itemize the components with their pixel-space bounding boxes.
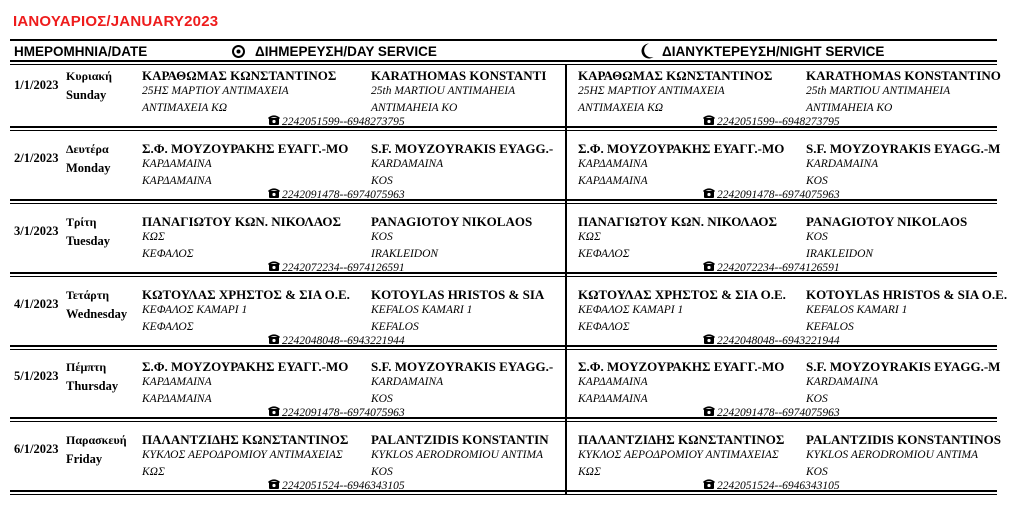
day-pharmacy-name-english: PALANTZIDIS KONSTANTIN [371, 432, 549, 447]
day-row [0, 211, 1021, 283]
night-pharmacy-name-greek: ΚΑΡΑΘΩΜΑΣ ΚΩΝΣΤΑΝΤΙΝΟΣ [578, 68, 773, 83]
night-phone-number: 2242051524--6946343105 [717, 480, 840, 492]
night-address-greek-1: 25ΗΣ ΜΑΡΤΙΟΥ ΑΝΤΙΜΑΧΕΙΑ [578, 85, 725, 97]
row-separator [10, 199, 997, 201]
phone-icon [703, 261, 715, 272]
night-pharmacy-name-greek: ΚΩΤΟΥΛΑΣ ΧΡΗΣΤΟΣ & ΣΙΑ Ο.Ε. [578, 287, 786, 302]
day-address-english-1: KEFALOS KAMARI 1 [371, 304, 473, 316]
day-service-header: ΔΙΗΜΕΡΕΥΣΗ/DAY SERVICE [255, 44, 437, 59]
day-address-english-1: KARDAMAINA [371, 158, 444, 170]
phone-icon [268, 188, 280, 199]
day-pharmacy-name-greek: ΠΑΛΑΝΤΖΙΔΗΣ ΚΩΝΣΤΑΝΤΙΝΟΣ [142, 432, 349, 447]
weekday-english: Tuesday [66, 234, 111, 248]
weekday-greek: Τετάρτη [66, 288, 110, 302]
weekday-greek: Παρασκευή [66, 433, 127, 447]
day-row [0, 138, 1021, 210]
row-separator [10, 345, 997, 347]
night-address-english-1: KYKLOS AERODROMIOU ANTIMA [806, 449, 979, 461]
night-phone-number: 2242091478--6974075963 [717, 189, 840, 201]
day-address-greek-2: ΚΩΣ [142, 466, 165, 478]
weekday-english: Friday [66, 452, 103, 466]
day-address-greek-1: ΚΑΡΔΑΜΑΙΝΑ [142, 376, 212, 388]
day-address-english-2: KOS [371, 466, 393, 478]
row-separator-thin [10, 494, 997, 495]
weekday-english: Wednesday [66, 307, 128, 321]
night-pharmacy-name-greek: Σ.Φ. ΜΟΥΖΟΥΡΑΚΗΣ ΕΥΑΓΓ.-ΜΟ [578, 141, 785, 156]
phone-icon [703, 479, 715, 490]
day-pharmacy-name-greek: ΠΑΝΑΓΙΩΤΟΥ ΚΩΝ. ΝΙΚΟΛΑΟΣ [142, 214, 341, 229]
day-pharmacy-name-english: S.F. MOYZOYRAKIS EYAGG.- [371, 359, 554, 374]
row-separator-thin [10, 349, 997, 350]
weekday-greek: Κυριακή [66, 69, 112, 83]
date-cell: 1/1/2023 [14, 78, 59, 92]
night-address-english-1: 25th MARTIOU ANTIMAHEIA [806, 85, 951, 97]
night-pharmacy-name-english: PALANTZIDIS KONSTANTINOS [806, 432, 1001, 447]
day-phone-number: 2242072234--6974126591 [282, 262, 405, 274]
night-pharmacy-name-greek: Σ.Φ. ΜΟΥΖΟΥΡΑΚΗΣ ΕΥΑΓΓ.-ΜΟ [578, 359, 785, 374]
night-phone-number: 2242048048--6943221944 [717, 335, 840, 347]
header-bottom-rule [10, 60, 997, 62]
day-pharmacy-name-greek: ΚΑΡΑΘΩΜΑΣ ΚΩΝΣΤΑΝΤΙΝΟΣ [142, 68, 337, 83]
night-address-english-2: KOS [806, 175, 828, 187]
phone-icon [268, 334, 280, 345]
night-address-greek-2: ΚΑΡΔΑΜΑΙΝΑ [578, 175, 648, 187]
row-separator [10, 417, 997, 419]
night-address-english-1: KARDAMAINA [806, 376, 879, 388]
row-separator [10, 126, 997, 128]
night-pharmacy-name-english: PANAGIOTOY NIKOLAOS [806, 214, 968, 229]
row-separator-thin [10, 421, 997, 422]
day-address-greek-2: ΚΕΦΑΛΟΣ [142, 248, 194, 260]
day-pharmacy-name-english: PANAGIOTOY NIKOLAOS [371, 214, 533, 229]
night-phone-number: 2242051599--6948273795 [717, 116, 840, 128]
day-phone-number: 2242051524--6946343105 [282, 480, 405, 492]
night-pharmacy-name-english: S.F. MOYZOYRAKIS EYAGG.-M [806, 141, 1001, 156]
row-separator [10, 490, 997, 492]
phone-icon [268, 261, 280, 272]
day-pharmacy-name-english: KARATHOMAS KONSTANTI [371, 68, 547, 83]
day-address-greek-1: ΚΑΡΔΑΜΑΙΝΑ [142, 158, 212, 170]
night-address-greek-2: ΚΕΦΑΛΟΣ [578, 248, 630, 260]
header-top-rule [10, 39, 997, 41]
night-address-english-1: KARDAMAINA [806, 158, 879, 170]
row-separator-thin [10, 130, 997, 131]
day-pharmacy-name-english: S.F. MOYZOYRAKIS EYAGG.- [371, 141, 554, 156]
night-address-english-2: IRAKLEIDON [806, 248, 874, 260]
day-address-greek-1: ΚΕΦΑΛΟΣ ΚΑΜΑΡΙ 1 [142, 304, 248, 316]
day-phone-number: 2242048048--6943221944 [282, 335, 405, 347]
day-row [0, 356, 1021, 428]
day-address-greek-2: ΚΑΡΔΑΜΑΙΝΑ [142, 393, 212, 405]
page-title: ΙΑΝΟΥΑΡΙΟΣ/JANUARY2023 [13, 13, 219, 30]
day-address-english-2: KOS [371, 393, 393, 405]
row-separator-thin [10, 276, 997, 277]
weekday-english: Sunday [66, 88, 107, 102]
day-address-greek-1: ΚΩΣ [142, 231, 165, 243]
night-address-greek-1: ΚΩΣ [578, 231, 601, 243]
night-address-english-2: KOS [806, 393, 828, 405]
night-address-english-1: KEFALOS KAMARI 1 [806, 304, 908, 316]
day-address-english-2: ANTIMAHEIA KO [371, 102, 458, 114]
day-address-greek-2: ΚΕΦΑΛΟΣ [142, 321, 194, 333]
day-pharmacy-name-english: KOTOYLAS HRISTOS & SIA [371, 287, 545, 302]
phone-icon [268, 479, 280, 490]
night-pharmacy-name-english: KOTOYLAS HRISTOS & SIA O.E. [806, 287, 1008, 302]
date-cell: 4/1/2023 [14, 297, 59, 311]
day-address-greek-2: ΑΝΤΙΜΑΧΕΙΑ ΚΩ [142, 102, 228, 114]
night-address-english-2: KEFALOS [806, 321, 854, 333]
day-row [0, 65, 1021, 137]
day-phone-number: 2242051599--6948273795 [282, 116, 405, 128]
night-address-greek-1: ΚΑΡΔΑΜΑΙΝΑ [578, 376, 648, 388]
day-address-english-1: 25th MARTIOU ANTIMAHEIA [371, 85, 516, 97]
day-address-greek-1: ΚΥΚΛΟΣ ΑΕΡΟΔΡΟΜΙΟΥ ΑΝΤΙΜΑΧΕΙΑΣ [142, 449, 343, 461]
day-address-greek-2: ΚΑΡΔΑΜΑΙΝΑ [142, 175, 212, 187]
row-separator [10, 272, 997, 274]
weekday-greek: Πέμπτη [66, 360, 107, 374]
night-address-greek-1: ΚΕΦΑΛΟΣ ΚΑΜΑΡΙ 1 [578, 304, 684, 316]
weekday-greek: Δευτέρα [66, 142, 109, 156]
day-pharmacy-name-greek: Σ.Φ. ΜΟΥΖΟΥΡΑΚΗΣ ΕΥΑΓΓ.-ΜΟ [142, 359, 349, 374]
day-address-greek-1: 25ΗΣ ΜΑΡΤΙΟΥ ΑΝΤΙΜΑΧΕΙΑ [142, 85, 289, 97]
weekday-english: Thursday [66, 379, 119, 393]
night-phone-number: 2242072234--6974126591 [717, 262, 840, 274]
day-address-english-1: KARDAMAINA [371, 376, 444, 388]
date-cell: 2/1/2023 [14, 151, 59, 165]
day-pharmacy-name-greek: ΚΩΤΟΥΛΑΣ ΧΡΗΣΤΟΣ & ΣΙΑ Ο.Ε. [142, 287, 350, 302]
day-address-english-1: KYKLOS AERODROMIOU ANTIMA [371, 449, 544, 461]
night-service-header: ΔΙΑΝΥΚΤΕΡΕΥΣΗ/NIGHT SERVICE [662, 44, 885, 59]
night-address-greek-2: ΚΕΦΑΛΟΣ [578, 321, 630, 333]
weekday-english: Monday [66, 161, 111, 175]
date-cell: 6/1/2023 [14, 442, 59, 456]
day-address-english-2: KOS [371, 175, 393, 187]
date-cell: 3/1/2023 [14, 224, 59, 238]
night-pharmacy-name-greek: ΠΑΛΑΝΤΖΙΔΗΣ ΚΩΝΣΤΑΝΤΙΝΟΣ [578, 432, 785, 447]
day-address-english-2: KEFALOS [371, 321, 419, 333]
sun-icon [231, 44, 246, 59]
weekday-greek: Τρίτη [66, 215, 97, 229]
date-column-header: ΗΜΕΡΟΜΗΝΙΑ/DATE [14, 44, 148, 59]
night-address-greek-2: ΚΩΣ [578, 466, 601, 478]
night-phone-number: 2242091478--6974075963 [717, 407, 840, 419]
night-address-greek-2: ΚΑΡΔΑΜΑΙΝΑ [578, 393, 648, 405]
night-address-greek-1: ΚΑΡΔΑΜΑΙΝΑ [578, 158, 648, 170]
day-row [0, 284, 1021, 356]
phone-icon [268, 115, 280, 126]
day-row [0, 429, 1021, 501]
night-pharmacy-name-english: KARATHOMAS KONSTANTINO [806, 68, 1001, 83]
night-address-greek-2: ΑΝΤΙΜΑΧΕΙΑ ΚΩ [578, 102, 664, 114]
phone-icon [703, 406, 715, 417]
day-address-english-2: IRAKLEIDON [371, 248, 439, 260]
night-address-english-2: ANTIMAHEIA KO [806, 102, 893, 114]
night-pharmacy-name-english: S.F. MOYZOYRAKIS EYAGG.-M [806, 359, 1001, 374]
row-separator-thin [10, 203, 997, 204]
day-pharmacy-name-greek: Σ.Φ. ΜΟΥΖΟΥΡΑΚΗΣ ΕΥΑΓΓ.-ΜΟ [142, 141, 349, 156]
phone-icon [703, 334, 715, 345]
phone-icon [703, 188, 715, 199]
date-cell: 5/1/2023 [14, 369, 59, 383]
phone-icon [268, 406, 280, 417]
day-address-english-1: KOS [371, 231, 393, 243]
night-pharmacy-name-greek: ΠΑΝΑΓΙΩΤΟΥ ΚΩΝ. ΝΙΚΟΛΑΟΣ [578, 214, 777, 229]
night-address-english-2: KOS [806, 466, 828, 478]
phone-icon [703, 115, 715, 126]
night-address-greek-1: ΚΥΚΛΟΣ ΑΕΡΟΔΡΟΜΙΟΥ ΑΝΤΙΜΑΧΕΙΑΣ [578, 449, 779, 461]
day-phone-number: 2242091478--6974075963 [282, 407, 405, 419]
night-address-english-1: KOS [806, 231, 828, 243]
moon-icon [639, 42, 655, 60]
day-phone-number: 2242091478--6974075963 [282, 189, 405, 201]
